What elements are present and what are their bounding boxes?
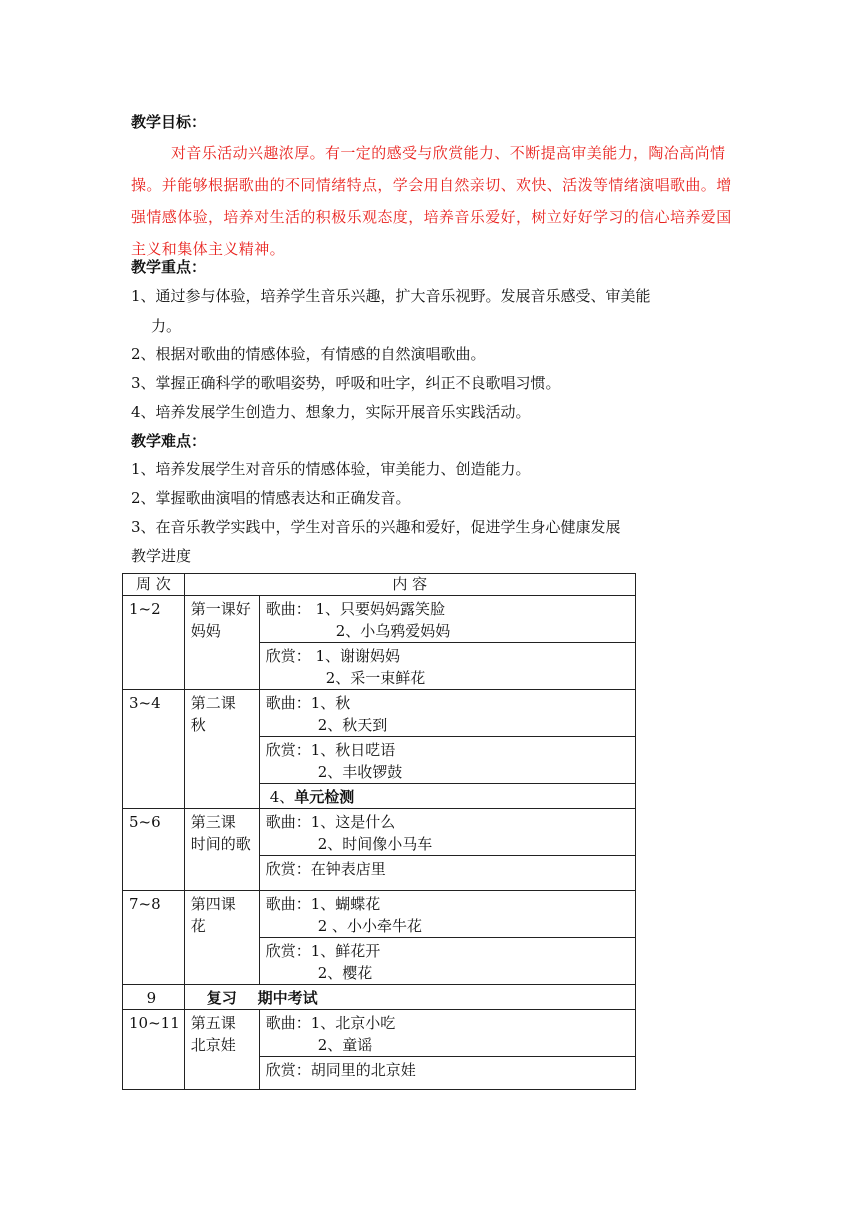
appreciation-line: 2、樱花	[317, 964, 373, 982]
song-cell	[259, 809, 635, 856]
appreciation-cell	[259, 737, 635, 784]
lesson-cell	[184, 809, 259, 891]
song-line: 2、小乌鸦爱妈妈	[335, 622, 451, 640]
table-header-row	[123, 574, 636, 596]
lesson-cell: 第一课好妈妈	[184, 596, 259, 690]
song-line: 歌曲：1、北京小吃	[265, 1014, 396, 1032]
lesson-cell	[184, 690, 259, 809]
song-cell	[259, 596, 635, 643]
song-line: 2 、小小牵牛花	[317, 917, 423, 935]
table-row	[123, 985, 636, 1010]
key-item-1-cont: 力。	[151, 317, 182, 335]
lesson-line: 北京娃	[190, 1036, 236, 1054]
appreciation-line: 欣赏： 1、谢谢妈妈	[265, 647, 401, 665]
progress-table	[122, 573, 636, 1090]
week-cell: 7~8	[123, 891, 185, 985]
song-cell	[259, 891, 635, 938]
key-item-2: 2、根据对歌曲的情感体验，有情感的自然演唱歌曲。	[131, 345, 486, 363]
table-row	[123, 690, 636, 737]
header-content: 内 容	[184, 574, 635, 596]
header-week: 周 次	[123, 574, 185, 596]
lesson-line: 第二课	[190, 694, 236, 712]
progress-heading: 教学进度	[131, 547, 192, 565]
lesson-line: 花	[190, 917, 206, 935]
goal-heading: 教学目标：	[131, 113, 207, 131]
key-item-3: 3、掌握正确科学的歌唱姿势，呼吸和吐字，纠正不良歌唱习惯。	[131, 374, 561, 392]
difficulty-item-1: 1、培养发展学生对音乐的情感体验，审美能力、创造能力。	[131, 460, 531, 478]
unit-test-number: 4、	[269, 788, 295, 806]
review-exam-cell: 复习 期中考试	[184, 985, 635, 1010]
appreciation-cell	[259, 643, 635, 690]
week-cell: 10~11	[123, 1010, 185, 1090]
song-line: 2、秋天到	[317, 716, 388, 734]
week-cell: 5~6	[123, 809, 185, 891]
lesson-line: 第三课	[190, 813, 236, 831]
song-line: 2、童谣	[317, 1036, 373, 1054]
week-cell: 3~4	[123, 690, 185, 809]
difficulty-item-3: 3、在音乐教学实践中，学生对音乐的兴趣和爱好，促进学生身心健康发展	[131, 518, 621, 536]
lesson-line: 秋	[190, 716, 206, 734]
song-cell	[259, 690, 635, 737]
appreciation-cell	[259, 938, 635, 985]
unit-test-cell	[259, 784, 635, 809]
appreciation-cell: 欣赏：在钟表店里	[259, 856, 635, 891]
song-line: 2、时间像小马车	[317, 835, 433, 853]
week-cell: 9	[123, 985, 185, 1010]
song-line: 歌曲：1、蝴蝶花	[265, 895, 381, 913]
key-item-1: 1、通过参与体验，培养学生音乐兴趣，扩大音乐视野。发展音乐感受、审美能	[131, 287, 651, 305]
goal-paragraph: 对音乐活动兴趣浓厚。有一定的感受与欣赏能力、不断提高审美能力，陶冶高尚情操。并能够根据歌曲的不同情绪特点，学会用自然亲切、欢快、活泼等情绪演唱歌曲。增强情感体验，培养对生活的积极乐观态度，培养音乐爱好，树立好好学习的信心培养爱国主义和集体主义精神。	[131, 144, 732, 258]
lesson-cell	[184, 891, 259, 985]
key-heading: 教学重点：	[131, 258, 207, 276]
difficulty-item-2: 2、掌握歌曲演唱的情感表达和正确发音。	[131, 489, 411, 507]
lesson-line: 时间的歌	[190, 835, 251, 853]
table-row	[123, 809, 636, 856]
key-item-4: 4、培养发展学生创造力、想象力，实际开展音乐实践活动。	[131, 403, 531, 421]
unit-test-label: 单元检测	[294, 788, 355, 806]
lesson-line: 第四课	[190, 895, 236, 913]
lesson-line: 第五课	[190, 1014, 236, 1032]
lesson-cell	[184, 1010, 259, 1090]
appreciation-line: 2、丰收锣鼓	[317, 763, 403, 781]
appreciation-line: 欣赏：1、秋日呓语	[265, 741, 396, 759]
appreciation-line: 欣赏：1、鲜花开	[265, 942, 381, 960]
week-cell: 1~2	[123, 596, 185, 690]
appreciation-line: 2、采一束鲜花	[325, 669, 426, 687]
difficulty-heading: 教学难点：	[131, 432, 207, 450]
table-row	[123, 1010, 636, 1057]
table-row	[123, 891, 636, 938]
song-line: 歌曲： 1、只要妈妈露笑脸	[265, 600, 446, 618]
song-cell	[259, 1010, 635, 1057]
table-row	[123, 596, 636, 643]
song-line: 歌曲：1、这是什么	[265, 813, 396, 831]
appreciation-cell: 欣赏：胡同里的北京娃	[259, 1057, 635, 1090]
song-line: 歌曲：1、秋	[265, 694, 351, 712]
